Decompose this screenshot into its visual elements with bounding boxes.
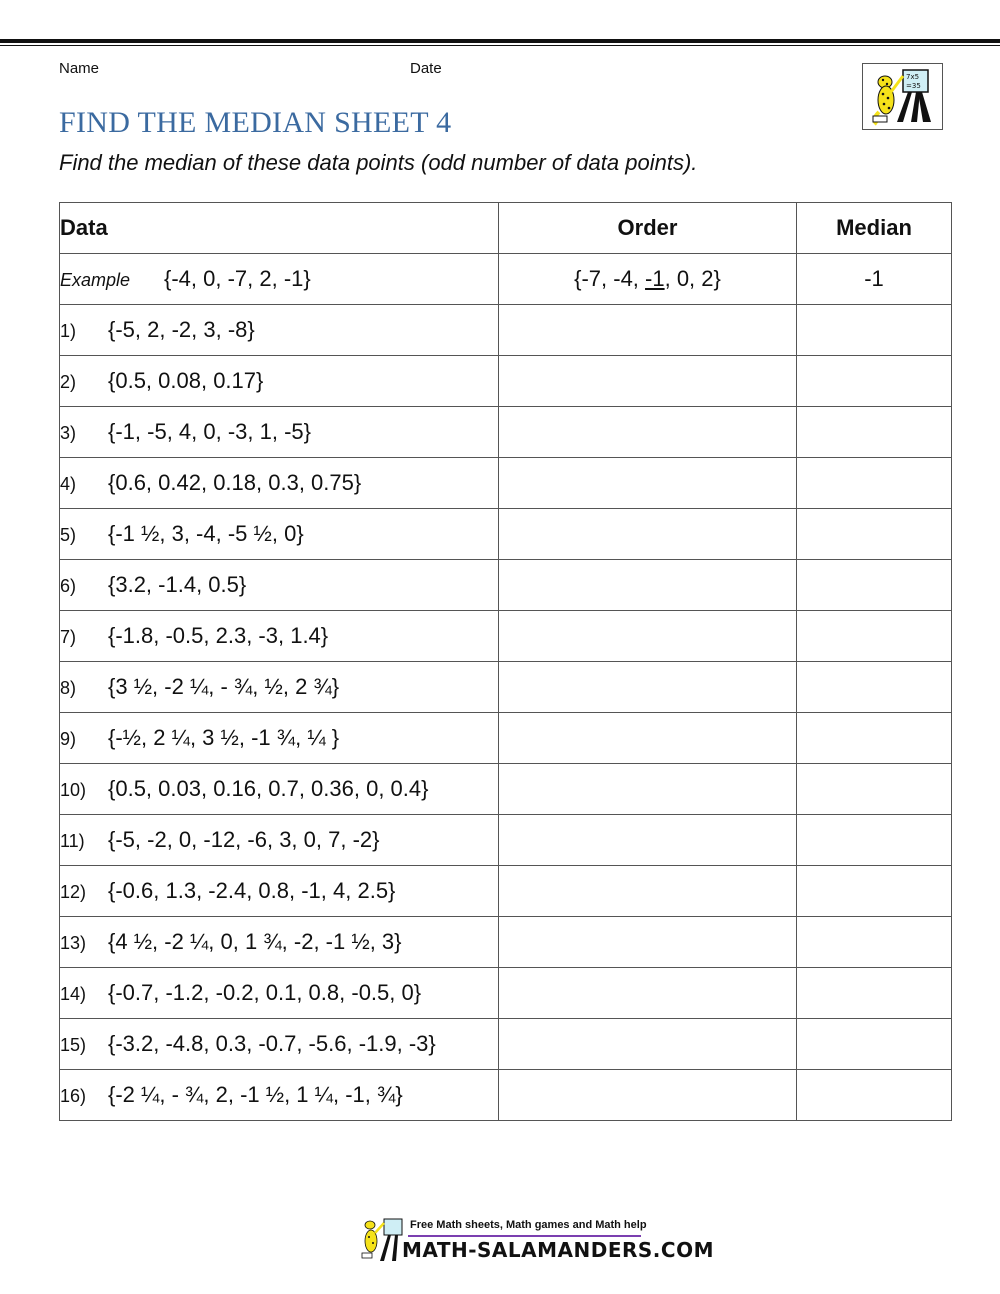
table-header-row	[60, 203, 952, 254]
salamander-blackboard-icon	[863, 64, 942, 129]
order-answer-cell[interactable]	[499, 1019, 797, 1070]
question-data: {0.5, 0.03, 0.16, 0.7, 0.36, 0, 0.4}	[108, 776, 429, 801]
data-cell	[60, 458, 499, 509]
table-row	[60, 356, 952, 407]
table-row	[60, 662, 952, 713]
question-number: 3)	[60, 423, 77, 443]
order-answer-cell[interactable]	[499, 713, 797, 764]
question-data: {-5, -2, 0, -12, -6, 3, 0, 7, -2}	[108, 827, 380, 852]
data-cell	[60, 407, 499, 458]
question-number: 4)	[60, 474, 77, 494]
data-cell	[60, 509, 499, 560]
svg-text:=35: =35	[906, 82, 921, 90]
table-row	[60, 458, 952, 509]
median-answer-cell[interactable]	[797, 407, 952, 458]
example-order-suffix: , 0, 2}	[664, 266, 721, 291]
question-number: 7)	[60, 627, 77, 647]
example-median-cell: -1	[797, 254, 952, 305]
example-order-cell	[499, 254, 797, 305]
median-answer-cell[interactable]	[797, 1019, 952, 1070]
top-rule-thin	[0, 45, 1000, 46]
table-row	[60, 917, 952, 968]
footer-tagline: Free Math sheets, Math games and Math help	[410, 1219, 647, 1231]
data-cell	[60, 1019, 499, 1070]
median-worksheet-table	[59, 202, 952, 1121]
median-answer-cell[interactable]	[797, 968, 952, 1019]
data-cell	[60, 611, 499, 662]
data-cell	[60, 815, 499, 866]
data-cell	[60, 866, 499, 917]
data-cell	[60, 305, 499, 356]
question-number: 2)	[60, 372, 77, 392]
order-answer-cell[interactable]	[499, 815, 797, 866]
question-number: 8)	[60, 678, 77, 698]
table-row	[60, 509, 952, 560]
question-data: {3.2, -1.4, 0.5}	[108, 572, 247, 597]
data-cell	[60, 1070, 499, 1121]
order-answer-cell[interactable]	[499, 611, 797, 662]
svg-text:7x5: 7x5	[906, 73, 920, 81]
example-data: {-4, 0, -7, 2, -1}	[164, 266, 311, 291]
order-answer-cell[interactable]	[499, 1070, 797, 1121]
example-data-cell	[60, 254, 499, 305]
table-row	[60, 1070, 952, 1121]
instruction-text: Find the median of these data points (odd number of data points).	[59, 150, 698, 175]
question-data: {-1, -5, 4, 0, -3, 1, -5}	[108, 419, 311, 444]
salamander-footer-icon	[358, 1215, 406, 1263]
median-answer-cell[interactable]	[797, 509, 952, 560]
name-label: Name	[59, 60, 100, 77]
median-answer-cell[interactable]	[797, 560, 952, 611]
question-number: 6)	[60, 576, 77, 596]
footer-site-name: MATH-SALAMANDERS.COM	[402, 1238, 714, 1262]
question-data: {-5, 2, -2, 3, -8}	[108, 317, 255, 342]
table-row	[60, 305, 952, 356]
order-answer-cell[interactable]	[499, 305, 797, 356]
table-row	[60, 611, 952, 662]
table-row	[60, 968, 952, 1019]
order-answer-cell[interactable]	[499, 560, 797, 611]
question-data: {-3.2, -4.8, 0.3, -0.7, -5.6, -1.9, -3}	[108, 1031, 436, 1056]
order-answer-cell[interactable]	[499, 407, 797, 458]
median-answer-cell[interactable]	[797, 458, 952, 509]
question-data: {-1.8, -0.5, 2.3, -3, 1.4}	[108, 623, 329, 648]
question-data: {-½, 2 ¼, 3 ½, -1 ¾, ¼ }	[108, 725, 340, 750]
salamander-logo	[862, 63, 943, 130]
question-number: 9)	[60, 729, 77, 749]
question-number: 16)	[60, 1086, 87, 1106]
order-answer-cell[interactable]	[499, 764, 797, 815]
median-answer-cell[interactable]	[797, 1070, 952, 1121]
question-data: {-0.6, 1.3, -2.4, 0.8, -1, 4, 2.5}	[108, 878, 396, 903]
question-data: {0.5, 0.08, 0.17}	[108, 368, 264, 393]
median-answer-cell[interactable]	[797, 866, 952, 917]
question-data: {4 ½, -2 ¼, 0, 1 ¾, -2, -1 ½, 3}	[108, 929, 402, 954]
median-answer-cell[interactable]	[797, 662, 952, 713]
median-answer-cell[interactable]	[797, 713, 952, 764]
table-row	[60, 866, 952, 917]
example-order-prefix: {-7, -4,	[574, 266, 646, 291]
question-data: {3 ½, -2 ¼, - ¾, ½, 2 ¾}	[108, 674, 340, 699]
question-data: {-0.7, -1.2, -0.2, 0.1, 0.8, -0.5, 0}	[108, 980, 422, 1005]
question-number: 1)	[60, 321, 77, 341]
question-number: 10)	[60, 780, 87, 800]
table-row	[60, 764, 952, 815]
header-median: Median	[797, 203, 952, 254]
footer-branding	[358, 1215, 714, 1265]
top-rule-thick	[0, 39, 1000, 43]
header-order: Order	[499, 203, 797, 254]
example-label: Example	[60, 270, 131, 290]
order-answer-cell[interactable]	[499, 356, 797, 407]
order-answer-cell[interactable]	[499, 917, 797, 968]
median-answer-cell[interactable]	[797, 815, 952, 866]
table-row	[60, 1019, 952, 1070]
table-row	[60, 407, 952, 458]
table-row	[60, 713, 952, 764]
question-number: 12)	[60, 882, 87, 902]
data-cell	[60, 713, 499, 764]
data-cell	[60, 662, 499, 713]
date-label: Date	[410, 60, 442, 77]
footer-divider	[408, 1235, 641, 1237]
order-answer-cell[interactable]	[499, 458, 797, 509]
example-row	[60, 254, 952, 305]
median-answer-cell[interactable]	[797, 764, 952, 815]
data-cell	[60, 764, 499, 815]
data-cell	[60, 968, 499, 1019]
median-answer-cell[interactable]	[797, 305, 952, 356]
data-cell	[60, 917, 499, 968]
question-number: 5)	[60, 525, 77, 545]
page-title: FIND THE MEDIAN SHEET 4	[59, 106, 452, 139]
median-answer-cell[interactable]	[797, 917, 952, 968]
order-answer-cell[interactable]	[499, 968, 797, 1019]
order-answer-cell[interactable]	[499, 866, 797, 917]
question-number: 11)	[60, 831, 85, 851]
example-order-median-underlined: -1	[645, 266, 665, 291]
table-row	[60, 815, 952, 866]
question-data: {-1 ½, 3, -4, -5 ½, 0}	[108, 521, 304, 546]
median-answer-cell[interactable]	[797, 611, 952, 662]
order-answer-cell[interactable]	[499, 509, 797, 560]
data-cell	[60, 356, 499, 407]
table-row	[60, 560, 952, 611]
question-number: 14)	[60, 984, 87, 1004]
header-data: Data	[60, 203, 499, 254]
question-data: {-2 ¼, - ¾, 2, -1 ½, 1 ¼, -1, ¾}	[108, 1082, 403, 1107]
question-number: 13)	[60, 933, 87, 953]
data-cell	[60, 560, 499, 611]
question-number: 15)	[60, 1035, 87, 1055]
question-data: {0.6, 0.42, 0.18, 0.3, 0.75}	[108, 470, 362, 495]
median-answer-cell[interactable]	[797, 356, 952, 407]
order-answer-cell[interactable]	[499, 662, 797, 713]
